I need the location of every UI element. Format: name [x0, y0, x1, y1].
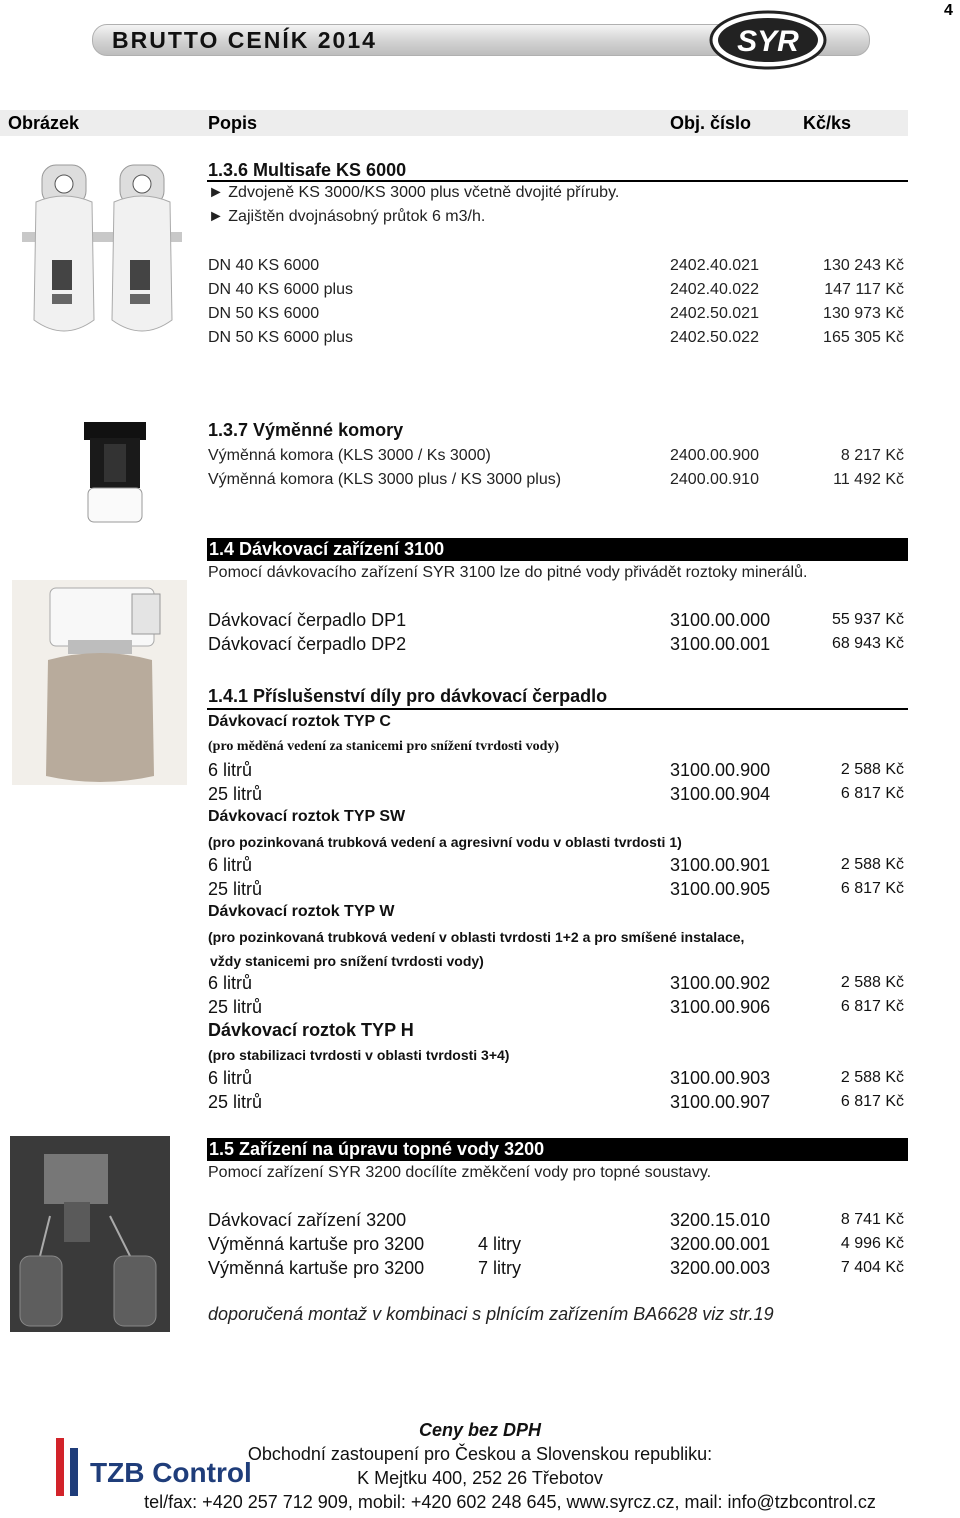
table-row: [208, 758, 908, 782]
tzb-control-logo-text: TZB Control: [90, 1457, 252, 1488]
item-order-number: 3100.00.907: [670, 1092, 771, 1112]
footer-vat-note: Ceny bez DPH: [418, 1420, 542, 1440]
item-price: 2 588 Kč: [840, 974, 904, 991]
item-price: 11 492 Kč: [833, 471, 904, 488]
item-order-number: 3100.00.903: [670, 1068, 771, 1088]
table-row: [208, 254, 908, 278]
recommendation-note: doporučená montaž v kombinaci s plnícím zařízením BA6628 viz str.19: [208, 1304, 774, 1324]
heating-water-device-image: [10, 1136, 170, 1332]
table-row: [208, 853, 908, 877]
item-description: DN 50 KS 6000: [208, 305, 320, 322]
item-price: 2 588 Kč: [840, 856, 904, 873]
header-description: Popis: [208, 113, 258, 133]
table-row: [208, 782, 908, 806]
header-order-number: Obj. číslo: [670, 113, 752, 133]
item-price: 6 817 Kč: [840, 1093, 904, 1110]
section-1-3-7-title: 1.3.7 Výměnné komory: [208, 420, 404, 440]
item-order-number: 2402.50.021: [670, 305, 759, 322]
header-price: Kč/ks: [803, 113, 852, 133]
item-variant: 4 litry: [478, 1234, 522, 1254]
item-price: 130 973 Kč: [823, 305, 904, 322]
page-number: 4: [944, 2, 953, 19]
table-row: [208, 877, 908, 901]
dosing-device-image: [12, 580, 187, 785]
item-price: 7 404 Kč: [840, 1259, 904, 1276]
section-1-4-1-title: 1.4.1 Příslušenství díly pro dávkovací čerpadlo: [208, 686, 608, 706]
item-description: 6 litrů: [208, 760, 253, 780]
table-row: [208, 444, 908, 468]
item-price: 2 588 Kč: [840, 761, 904, 778]
item-description: Dávkovací zařízení 3200: [208, 1210, 407, 1230]
type-c-note: (pro měděná vedení za stanicemi pro snížení tvrdosti vody): [208, 739, 560, 754]
section-divider: [207, 180, 908, 182]
item-order-number: 2400.00.910: [670, 471, 759, 488]
item-price: 6 817 Kč: [840, 785, 904, 802]
item-price: 68 943 Kč: [831, 635, 904, 652]
item-price: 55 937 Kč: [831, 611, 904, 628]
item-description: 25 litrů: [208, 879, 263, 899]
footer-address: K Mejtku 400, 252 26 Třebotov: [357, 1468, 603, 1488]
item-description: 6 litrů: [208, 855, 253, 875]
footer-contact: tel/fax: +420 257 712 909, mobil: +420 602 248 645, www.syrcz.cz, mail: info@tzbcontrol.cz: [144, 1492, 876, 1512]
item-order-number: 3100.00.000: [670, 610, 771, 630]
item-price: 8 217 Kč: [840, 447, 904, 464]
type-c-title: Dávkovací roztok TYP C: [208, 713, 391, 730]
item-description: 6 litrů: [208, 1068, 253, 1088]
item-order-number: 3200.00.001: [670, 1234, 771, 1254]
item-description: Výměnná kartuše pro 3200: [208, 1258, 425, 1278]
item-variant: 7 litry: [478, 1258, 522, 1278]
type-h-note: (pro stabilizaci tvrdosti v oblasti tvrdosti 3+4): [208, 1047, 510, 1063]
s14-intro: Pomocí dávkovacího zařízení SYR 3100 lze do pitné vody přivádět roztoky minerálů.: [208, 564, 808, 581]
item-order-number: 3200.15.010: [670, 1210, 771, 1230]
item-order-number: 2400.00.900: [670, 447, 759, 464]
table-row: [208, 326, 908, 350]
item-price: 147 117 Kč: [824, 281, 904, 298]
item-description: Výměnná komora (KLS 3000 / Ks 3000): [208, 447, 491, 464]
type-w-note-1: (pro pozinkovaná trubková vedení v oblasti tvrdosti 1+2 a pro smíšené instalace,: [208, 929, 745, 945]
price-list-title: BRUTTO CENÍK 2014: [112, 27, 377, 53]
s136-bullet-2: ► Zajištěn dvojnásobný průtok 6 m3/h.: [208, 208, 486, 225]
syr-logo: [708, 8, 828, 72]
item-description: Dávkovací čerpadlo DP1: [208, 610, 407, 630]
replacement-chamber-image: [80, 420, 150, 524]
syr-logo-text: SYR: [737, 25, 799, 58]
item-description: DN 40 KS 6000 plus: [208, 281, 353, 298]
table-row: [208, 1256, 908, 1280]
type-w-title: Dávkovací roztok TYP W: [208, 903, 395, 920]
item-description: 25 litrů: [208, 784, 263, 804]
item-price: 165 305 Kč: [823, 329, 904, 346]
item-description: Výměnná komora (KLS 3000 plus / KS 3000 plus): [208, 471, 562, 488]
item-order-number: 3100.00.904: [670, 784, 771, 804]
table-row: [208, 1208, 908, 1232]
section-1-4-header: [207, 538, 908, 561]
table-row: [208, 1090, 908, 1114]
type-sw-note: (pro pozinkovaná trubková vedení a agresivní vodu v oblasti tvrdosti 1): [208, 834, 682, 850]
multisafe-ks6000-image: [22, 160, 182, 340]
item-order-number: 3100.00.900: [670, 760, 771, 780]
s15-intro: Pomocí zařízení SYR 3200 docílíte změkčení vody pro topné soustavy.: [208, 1164, 712, 1181]
item-order-number: 3100.00.901: [670, 855, 771, 875]
table-row: [208, 632, 908, 656]
item-description: 25 litrů: [208, 1092, 263, 1112]
item-order-number: 2402.50.022: [670, 329, 759, 346]
item-order-number: 3200.00.003: [670, 1258, 771, 1278]
item-order-number: 2402.40.021: [670, 257, 759, 274]
item-order-number: 3100.00.001: [670, 634, 771, 654]
type-h-title: Dávkovací roztok TYP H: [208, 1020, 414, 1040]
section-1-5-header: [207, 1138, 908, 1161]
item-order-number: 3100.00.905: [670, 879, 771, 899]
item-order-number: 3100.00.906: [670, 997, 771, 1017]
tzb-control-logo: [56, 1436, 266, 1498]
item-description: Dávkovací čerpadlo DP2: [208, 634, 407, 654]
item-order-number: 2402.40.022: [670, 281, 759, 298]
table-row: [208, 1066, 908, 1090]
table-row: [208, 278, 908, 302]
item-price: 8 741 Kč: [840, 1211, 904, 1228]
table-row: [208, 468, 908, 492]
table-row: [208, 971, 908, 995]
type-sw-title: Dávkovací roztok TYP SW: [208, 808, 406, 825]
item-description: 6 litrů: [208, 973, 253, 993]
s136-bullet-1: ► Zdvojeně KS 3000/KS 3000 plus včetně dvojité příruby.: [208, 184, 620, 201]
item-description: 25 litrů: [208, 997, 263, 1017]
type-w-note-2: vždy stanicemi pro snížení tvrdosti vody): [210, 953, 484, 969]
item-price: 6 817 Kč: [840, 880, 904, 897]
table-header: [0, 110, 908, 136]
item-price: 130 243 Kč: [823, 257, 904, 274]
table-row: [208, 302, 908, 326]
item-order-number: 3100.00.902: [670, 973, 771, 993]
item-price: 6 817 Kč: [840, 998, 904, 1015]
section-1-4-title: 1.4 Dávkovací zařízení 3100: [209, 539, 445, 559]
section-divider: [207, 708, 908, 710]
item-description: DN 50 KS 6000 plus: [208, 329, 353, 346]
table-row: [208, 1232, 908, 1256]
item-price: 2 588 Kč: [840, 1069, 904, 1086]
section-1-3-6-title: 1.3.6 Multisafe KS 6000: [208, 160, 407, 180]
item-description: Výměnná kartuše pro 3200: [208, 1234, 425, 1254]
table-row: [208, 995, 908, 1019]
footer-representation: Obchodní zastoupení pro Českou a Slovenskou republiku:: [247, 1444, 713, 1464]
header-image: Obrázek: [8, 113, 80, 133]
table-row: [208, 608, 908, 632]
section-1-5-title: 1.5 Zařízení na úpravu topné vody 3200: [209, 1139, 545, 1159]
item-description: DN 40 KS 6000: [208, 257, 320, 274]
item-price: 4 996 Kč: [840, 1235, 904, 1252]
